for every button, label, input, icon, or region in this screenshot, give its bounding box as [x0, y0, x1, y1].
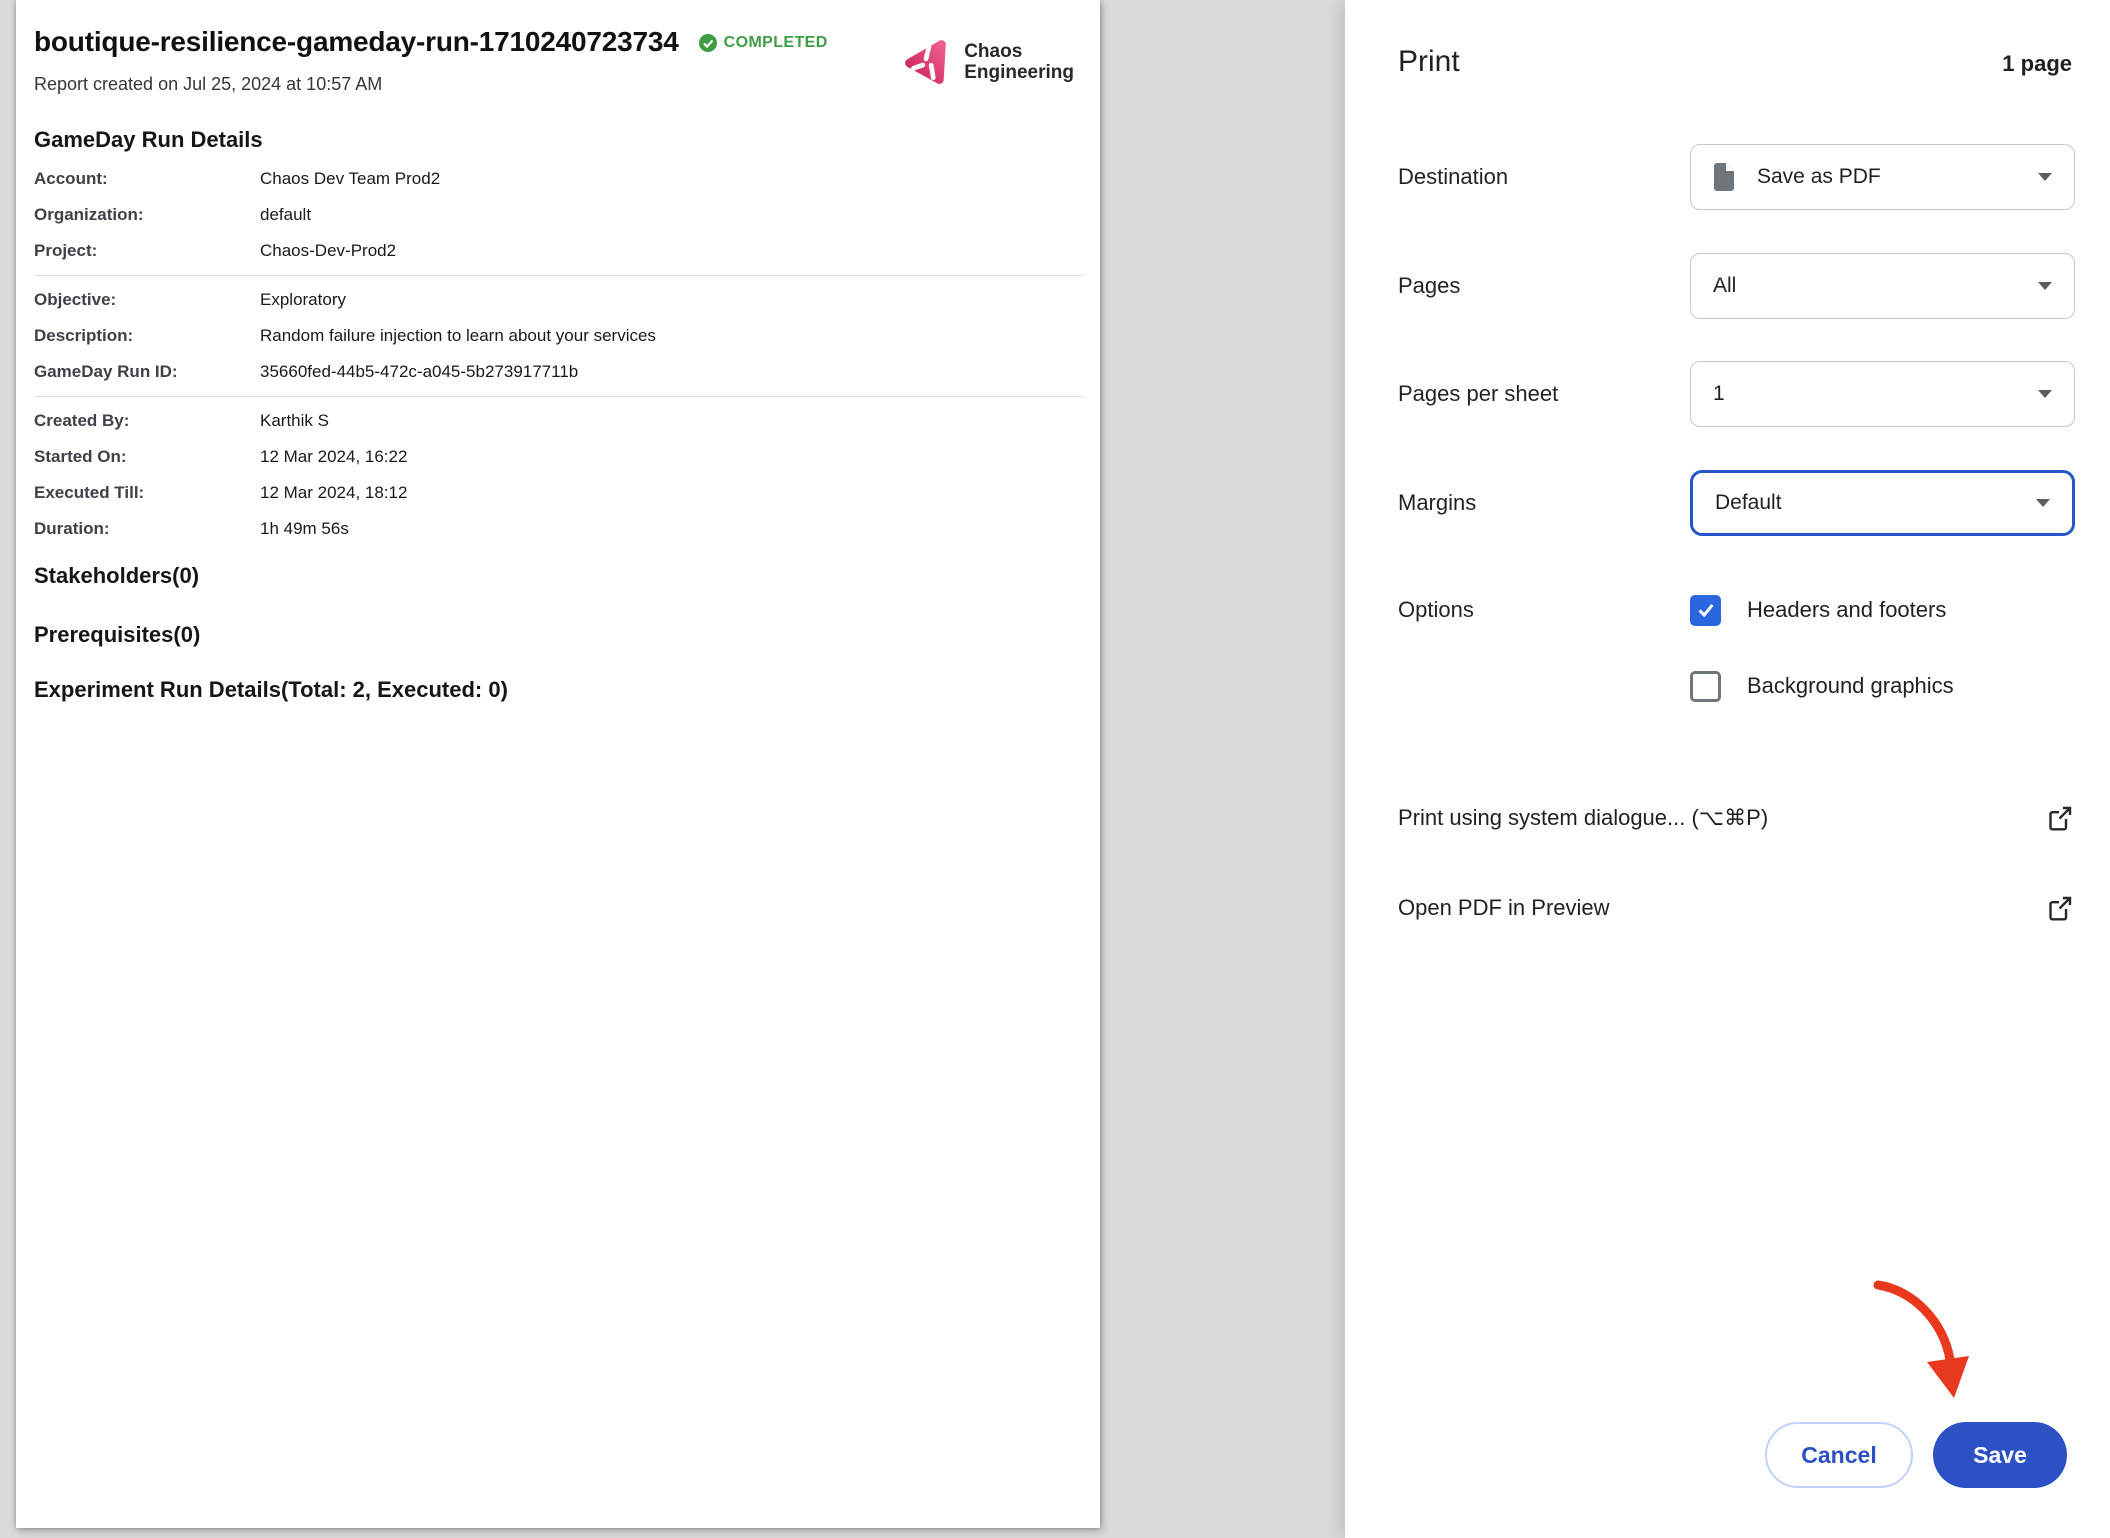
- print-preview-page: [16, 0, 1100, 1528]
- chevron-down-icon: [2038, 173, 2052, 181]
- pages-select[interactable]: [1690, 253, 2075, 319]
- detail-row-gameday-run-id: [34, 354, 1084, 390]
- detail-value: default: [260, 205, 312, 224]
- logo-line-1: Chaos: [964, 41, 1023, 62]
- print-dialog-header: [1398, 40, 2072, 84]
- detail-value: Chaos-Dev-Prod2: [260, 241, 397, 260]
- margins-select[interactable]: [1690, 470, 2075, 536]
- detail-value: Random failure injection to learn about your services: [260, 326, 656, 345]
- save-button[interactable]: Save: [1933, 1422, 2067, 1488]
- row-destination: [1398, 144, 2075, 210]
- detail-label: Project:: [34, 241, 98, 260]
- margins-label: Margins: [1398, 490, 1477, 515]
- divider: [34, 275, 1084, 276]
- detail-label: Executed Till:: [34, 483, 145, 502]
- margins-value: Default: [1715, 491, 1782, 514]
- detail-value: Chaos Dev Team Prod2: [260, 169, 441, 188]
- pdf-document-icon: [1713, 162, 1737, 192]
- chevron-down-icon: [2036, 499, 2050, 507]
- background-graphics-checkbox[interactable]: [1690, 671, 1721, 702]
- details-table: [34, 161, 1084, 547]
- detail-row-duration: [34, 511, 1084, 547]
- headers-footers-label: Headers and footers: [1747, 597, 1947, 622]
- chaos-logo-icon: [903, 38, 951, 86]
- destination-value: Save as PDF: [1757, 165, 1881, 188]
- section-title-gameday-run-details: GameDay Run Details: [34, 127, 263, 152]
- open-in-new-icon: [2045, 803, 2075, 833]
- detail-value: Karthik S: [260, 411, 329, 430]
- report-header: [34, 26, 1084, 83]
- row-options-background: [1398, 653, 2075, 719]
- logo-text: [964, 41, 1074, 83]
- report-title: boutique-resilience-gameday-run-1710240723734: [34, 26, 679, 57]
- chevron-down-icon: [2038, 390, 2052, 398]
- detail-value: 12 Mar 2024, 18:12: [260, 483, 408, 502]
- cancel-button[interactable]: Cancel: [1765, 1422, 1913, 1488]
- option-headers-and-footers: [1690, 595, 1946, 626]
- detail-row-organization: [34, 197, 1084, 233]
- detail-label: GameDay Run ID:: [34, 362, 178, 381]
- open-in-new-icon: [2045, 893, 2075, 923]
- destination-label: Destination: [1398, 164, 1509, 189]
- status-badge: [699, 34, 828, 52]
- detail-row-description: [34, 318, 1084, 354]
- detail-label: Started On:: [34, 447, 127, 466]
- detail-label: Objective:: [34, 290, 117, 309]
- status-label: COMPLETED: [723, 34, 828, 51]
- background-graphics-label: Background graphics: [1747, 673, 1954, 698]
- section-title-prerequisites: Prerequisites(0): [34, 622, 201, 647]
- detail-row-account: [34, 161, 1084, 197]
- print-dialog-title: Print: [1398, 45, 1460, 78]
- options-label: Options: [1398, 597, 1474, 622]
- row-options-headers: [1398, 577, 2075, 643]
- detail-label: Created By:: [34, 411, 130, 430]
- detail-value: 12 Mar 2024, 16:22: [260, 447, 408, 466]
- pages-value: All: [1713, 274, 1737, 297]
- print-dialog-panel: [1345, 0, 2110, 1538]
- section-title-stakeholders: Stakeholders(0): [34, 563, 200, 588]
- detail-row-started-on: [34, 439, 1084, 475]
- detail-row-objective: [34, 282, 1084, 318]
- pages-per-sheet-select[interactable]: [1690, 361, 2075, 427]
- pages-label: Pages: [1398, 273, 1461, 298]
- detail-value: 35660fed-44b5-472c-a045-5b273917711b: [260, 362, 579, 381]
- detail-value: 1h 49m 56s: [260, 519, 349, 538]
- row-margins: [1398, 470, 2075, 536]
- open-pdf-in-preview-label: Open PDF in Preview: [1398, 895, 1610, 920]
- option-background-graphics: [1690, 671, 1954, 702]
- open-pdf-in-preview-link[interactable]: [1398, 875, 2075, 941]
- detail-row-created-by: [34, 403, 1084, 439]
- detail-row-project: [34, 233, 1084, 269]
- page-count: 1 page: [2002, 51, 2072, 76]
- row-pages-per-sheet: [1398, 361, 2075, 427]
- chaos-engineering-logo: [903, 38, 1074, 86]
- detail-value: Exploratory: [260, 290, 346, 309]
- detail-row-executed-till: [34, 475, 1084, 511]
- pages-per-sheet-label: Pages per sheet: [1398, 381, 1559, 406]
- check-icon: [1695, 599, 1717, 621]
- detail-label: Account:: [34, 169, 108, 188]
- pages-per-sheet-value: 1: [1713, 382, 1725, 405]
- row-pages: [1398, 253, 2075, 319]
- completed-check-icon: [699, 34, 717, 52]
- detail-label: Duration:: [34, 519, 110, 538]
- detail-label: Description:: [34, 326, 134, 345]
- section-title-experiment-run-details: Experiment Run Details(Total: 2, Executed: 0): [34, 677, 508, 702]
- logo-line-2: Engineering: [964, 62, 1074, 83]
- print-system-dialog-label: Print using system dialogue... (⌥⌘P): [1398, 805, 1769, 830]
- print-system-dialog-link[interactable]: [1398, 785, 2075, 851]
- divider: [34, 396, 1084, 397]
- detail-label: Organization:: [34, 205, 144, 224]
- report-created-line: Report created on Jul 25, 2024 at 10:57 AM: [34, 74, 383, 94]
- chevron-down-icon: [2038, 282, 2052, 290]
- headers-footers-checkbox[interactable]: [1690, 595, 1721, 626]
- destination-select[interactable]: [1690, 144, 2075, 210]
